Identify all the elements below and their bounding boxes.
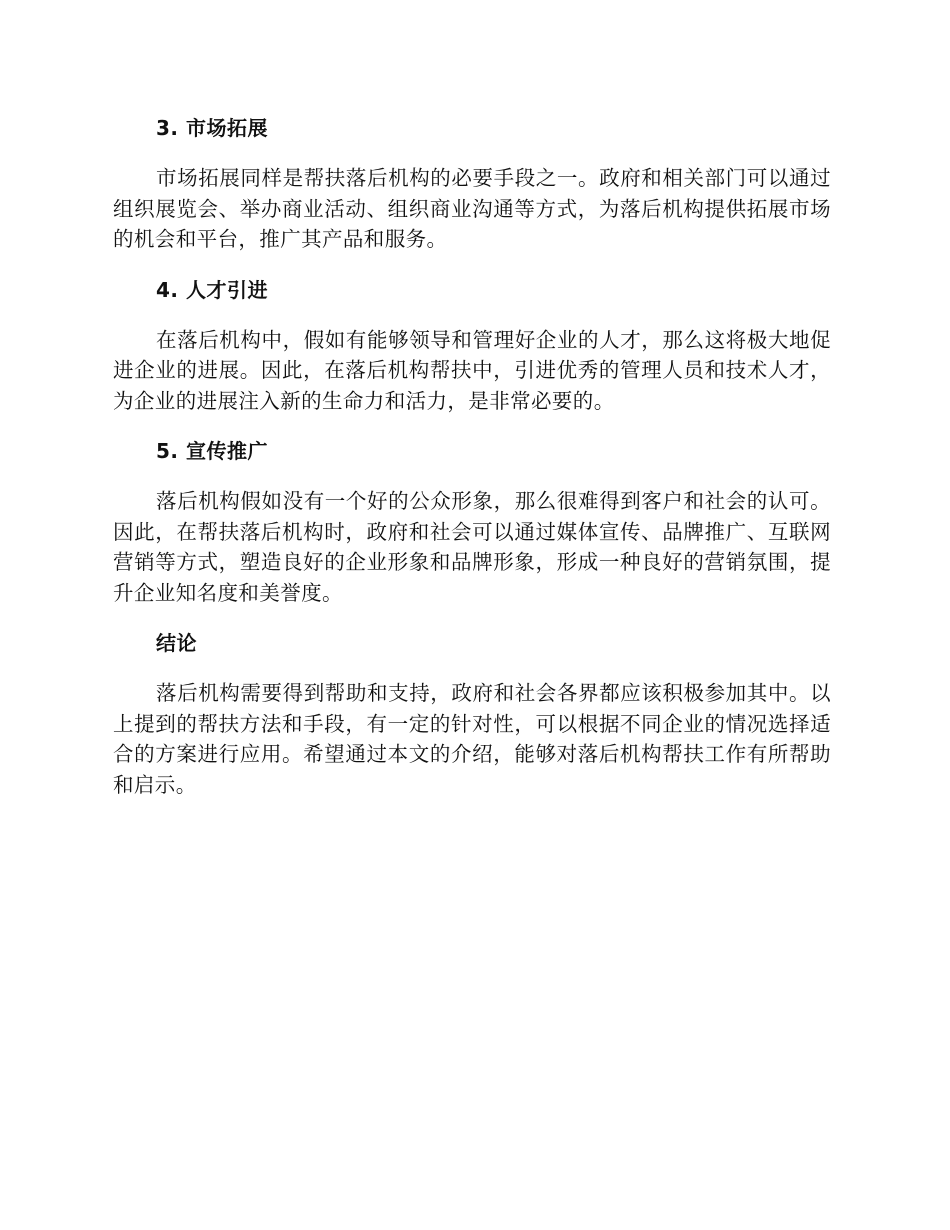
document-page (113, 114, 831, 821)
section-paragraph-conclusion: 落后机构需要得到帮助和支持，政府和社会各界都应该积极参加其中。以上提到的帮扶方法和手段，有一定的针对性，可以根据不同企业的情况选择适合的方案进行应用。希望通过本文的介绍，能够对落后机构帮扶工作有所帮助和启示。 (113, 681, 831, 797)
section-heading-talent-introduction: 4. 人才引进 (156, 277, 268, 302)
section-heading-market-expansion: 3. 市场拓展 (156, 116, 268, 140)
section-heading-publicity: 5. 宣传推广 (156, 439, 268, 463)
section-paragraph-talent-introduction: 在落后机构中，假如有能够领导和管理好企业的人才，那么这将极大地促进企业的进展。因此，在落后机构帮扶中，引进优秀的管理人员和技术人才，为企业的进展注入新的生命力和活力，是非常必要的。 (113, 327, 831, 413)
section-paragraph-publicity: 落后机构假如没有一个好的公众形象，那么很难得到客户和社会的认可。因此，在帮扶落后机构时，政府和社会可以通过媒体宣传、品牌推广、互联网营销等方式，塑造良好的企业形象和品牌形象，形成一种良好的营销氛围，提升企业知名度和美誉度。 (113, 489, 831, 605)
section-heading-conclusion: 结论 (156, 631, 197, 655)
section-paragraph-market-expansion: 市场拓展同样是帮扶落后机构的必要手段之一。政府和相关部门可以通过组织展览会、举办商业活动、组织商业沟通等方式，为落后机构提供拓展市场的机会和平台，推广其产品和服务。 (113, 166, 831, 251)
